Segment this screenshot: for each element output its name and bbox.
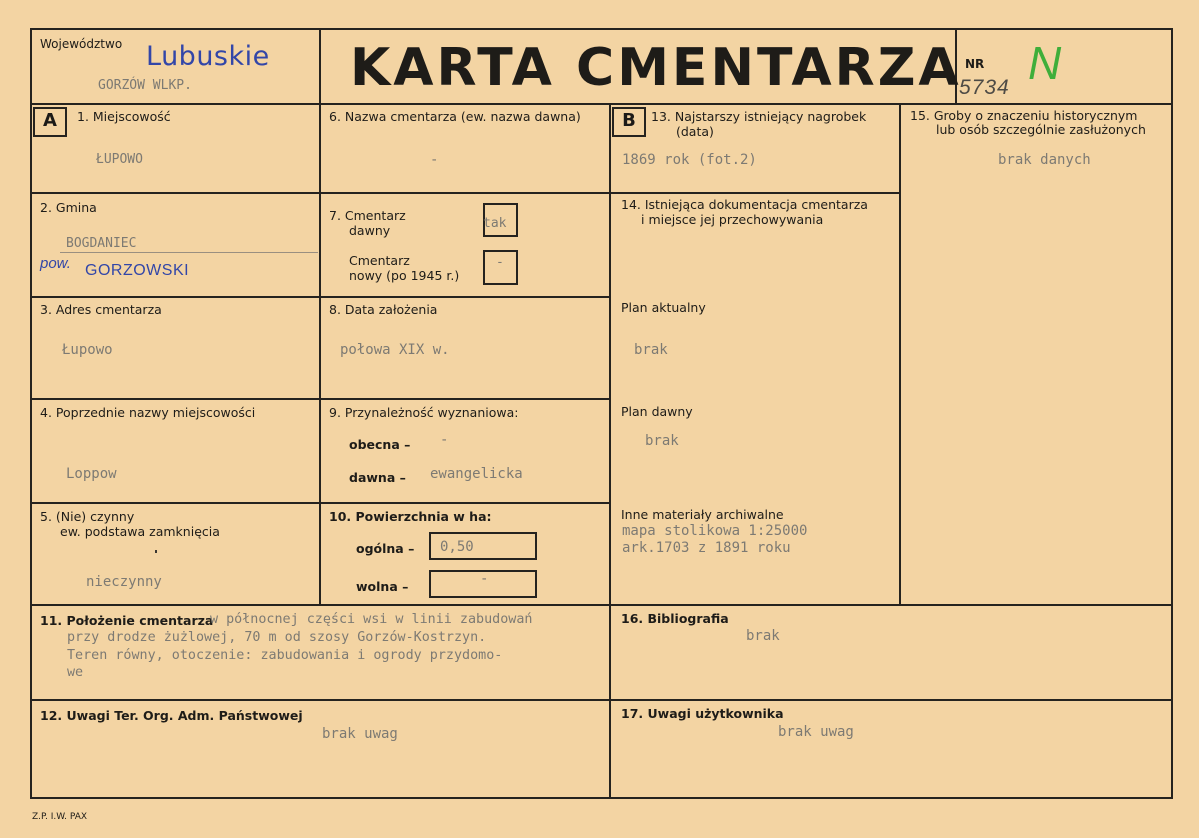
outer-border-left: [30, 28, 32, 799]
field-2-handwritten-prefix: pow.: [40, 255, 71, 272]
field-13-label-line2: (data): [676, 124, 714, 139]
field-2-handwritten-value: GORZOWSKI: [85, 262, 190, 279]
field-5-label-line1: 5. (Nie) czynny: [40, 509, 135, 524]
field-7-new-label-1: Cmentarz: [349, 253, 410, 268]
field-10-total-value: 0,50: [440, 539, 474, 555]
field-9-label: 9. Przynależność wyznaniowa:: [329, 405, 519, 420]
field-13-value: 1869 rok (fot.2): [622, 152, 757, 168]
field-15-value: brak danych: [998, 152, 1091, 168]
gmina-guide-line: [60, 252, 318, 253]
field-3-value: Łupowo: [62, 342, 113, 358]
plan-current-value: brak: [634, 342, 668, 358]
nr-value: 5734: [959, 76, 1010, 99]
field-10-free-value: -: [480, 571, 489, 587]
field-7-new-label-2: nowy (po 1945 r.): [349, 268, 460, 283]
row-sep-c2-1: [319, 192, 611, 194]
field-16-label: 16. Bibliografia: [621, 611, 729, 626]
header-bottom-line: [30, 103, 1173, 105]
field-5-label-line2: ew. podstawa zamknięcia: [60, 524, 220, 539]
header-divider-left: [319, 28, 321, 105]
col-sep-3: [899, 103, 901, 605]
archival-materials-value-1: mapa stolikowa 1:25000: [622, 523, 808, 539]
field-11-line4: we: [67, 665, 84, 680]
field-17-label: 17. Uwagi użytkownika: [621, 706, 784, 721]
nr-mark: N: [1028, 37, 1062, 89]
field-3-label: 3. Adres cmentarza: [40, 302, 162, 317]
field-7-old-label-1: 7. Cmentarz: [329, 208, 406, 223]
field-8-value: połowa XIX w.: [340, 342, 450, 358]
archival-materials-value-2: ark.1703 z 1891 roku: [622, 540, 791, 556]
nr-label: NR: [965, 57, 985, 71]
field-13-label-line1: 13. Najstarszy istniejący nagrobek: [651, 109, 867, 124]
outer-border-bottom: [30, 797, 1173, 799]
field-17-value: brak uwag: [778, 724, 854, 740]
field-4-label: 4. Poprzednie nazwy miejscowości: [40, 405, 256, 420]
field-11-line3: Teren równy, otoczenie: zabudowania i ogrody przydomo-: [67, 648, 503, 663]
archival-materials-label: Inne materiały archiwalne: [621, 507, 784, 522]
col-sep-2: [609, 103, 611, 799]
outer-border-right: [1171, 28, 1173, 799]
section-marker-b: B: [612, 107, 646, 137]
field-5-value: nieczynny: [86, 574, 162, 590]
voivodeship-typed: GORZÓW WLKP.: [98, 78, 192, 93]
row-sep-c1-4: [30, 502, 321, 504]
field-9-former-value: ewangelicka: [430, 466, 523, 482]
field-4-value: Loppow: [66, 466, 117, 482]
row-sep-c1-1: [30, 192, 321, 194]
plan-old-value: brak: [645, 433, 679, 449]
field-9-current-value: -: [440, 432, 449, 448]
field-2-label: 2. Gmina: [40, 200, 97, 215]
field-14-label-line1: 14. Istniejąca dokumentacja cmentarza: [621, 197, 868, 212]
page-title: KARTA CMENTARZA: [350, 38, 962, 98]
field-9-current-label: obecna –: [349, 437, 411, 452]
row-sep-lower-2: [30, 699, 1173, 701]
row-sep-c3-1: [609, 192, 901, 194]
voivodeship-label: Województwo: [40, 37, 123, 51]
field-14-label-line2: i miejsce jej przechowywania: [641, 212, 824, 227]
field-1-value: ŁUPOWO: [96, 152, 143, 167]
field-7-old-value: tak: [483, 216, 507, 231]
printer-mark: Z.P. I.W. PAX: [32, 812, 88, 822]
row-sep-c1-2: [30, 296, 321, 298]
field-11-line2: przy drodze żużlowej, 70 m od szosy Gorzów-Kostrzyn.: [67, 630, 487, 645]
field-6-value: -: [430, 152, 439, 168]
field-9-former-label: dawna –: [349, 470, 406, 485]
row-sep-c2-4: [319, 502, 611, 504]
field-15-label-line2: lub osób szczególnie zasłużonych: [936, 122, 1146, 137]
field-8-label: 8. Data założenia: [329, 302, 438, 317]
field-12-label: 12. Uwagi Ter. Org. Adm. Państwowej: [40, 708, 303, 723]
plan-current-label: Plan aktualny: [621, 300, 706, 315]
row-sep-c1-3: [30, 398, 321, 400]
field-12-value: brak uwag: [322, 726, 398, 742]
field-15-label-line1: 15. Groby o znaczeniu historycznym: [910, 108, 1138, 123]
field-11-label: 11. Położenie cmentarza: [40, 613, 214, 628]
field-11-line1: w północnej części wsi w linii zabudowań: [210, 612, 533, 627]
field-16-value: brak: [746, 628, 780, 644]
col-sep-1: [319, 103, 321, 605]
field-7-new-value: -: [496, 255, 504, 270]
field-10-total-label: ogólna –: [356, 541, 415, 556]
voivodeship-stamp: Lubuskie: [146, 41, 270, 72]
field-2-value: BOGDANIEC: [66, 236, 137, 251]
field-10-free-label: wolna –: [356, 579, 409, 594]
section-marker-a: A: [33, 107, 67, 137]
row-sep-c2-3: [319, 398, 611, 400]
plan-old-label: Plan dawny: [621, 404, 693, 419]
outer-border-top: [30, 28, 1173, 30]
field-1-label: 1. Miejscowość: [77, 109, 171, 124]
field-5-dot: [155, 550, 157, 553]
field-6-label: 6. Nazwa cmentarza (ew. nazwa dawna): [329, 109, 581, 124]
field-10-label: 10. Powierzchnia w ha:: [329, 509, 492, 524]
field-7-old-label-2: dawny: [349, 223, 391, 238]
row-sep-lower-1: [30, 604, 1173, 606]
row-sep-c2-2: [319, 296, 611, 298]
